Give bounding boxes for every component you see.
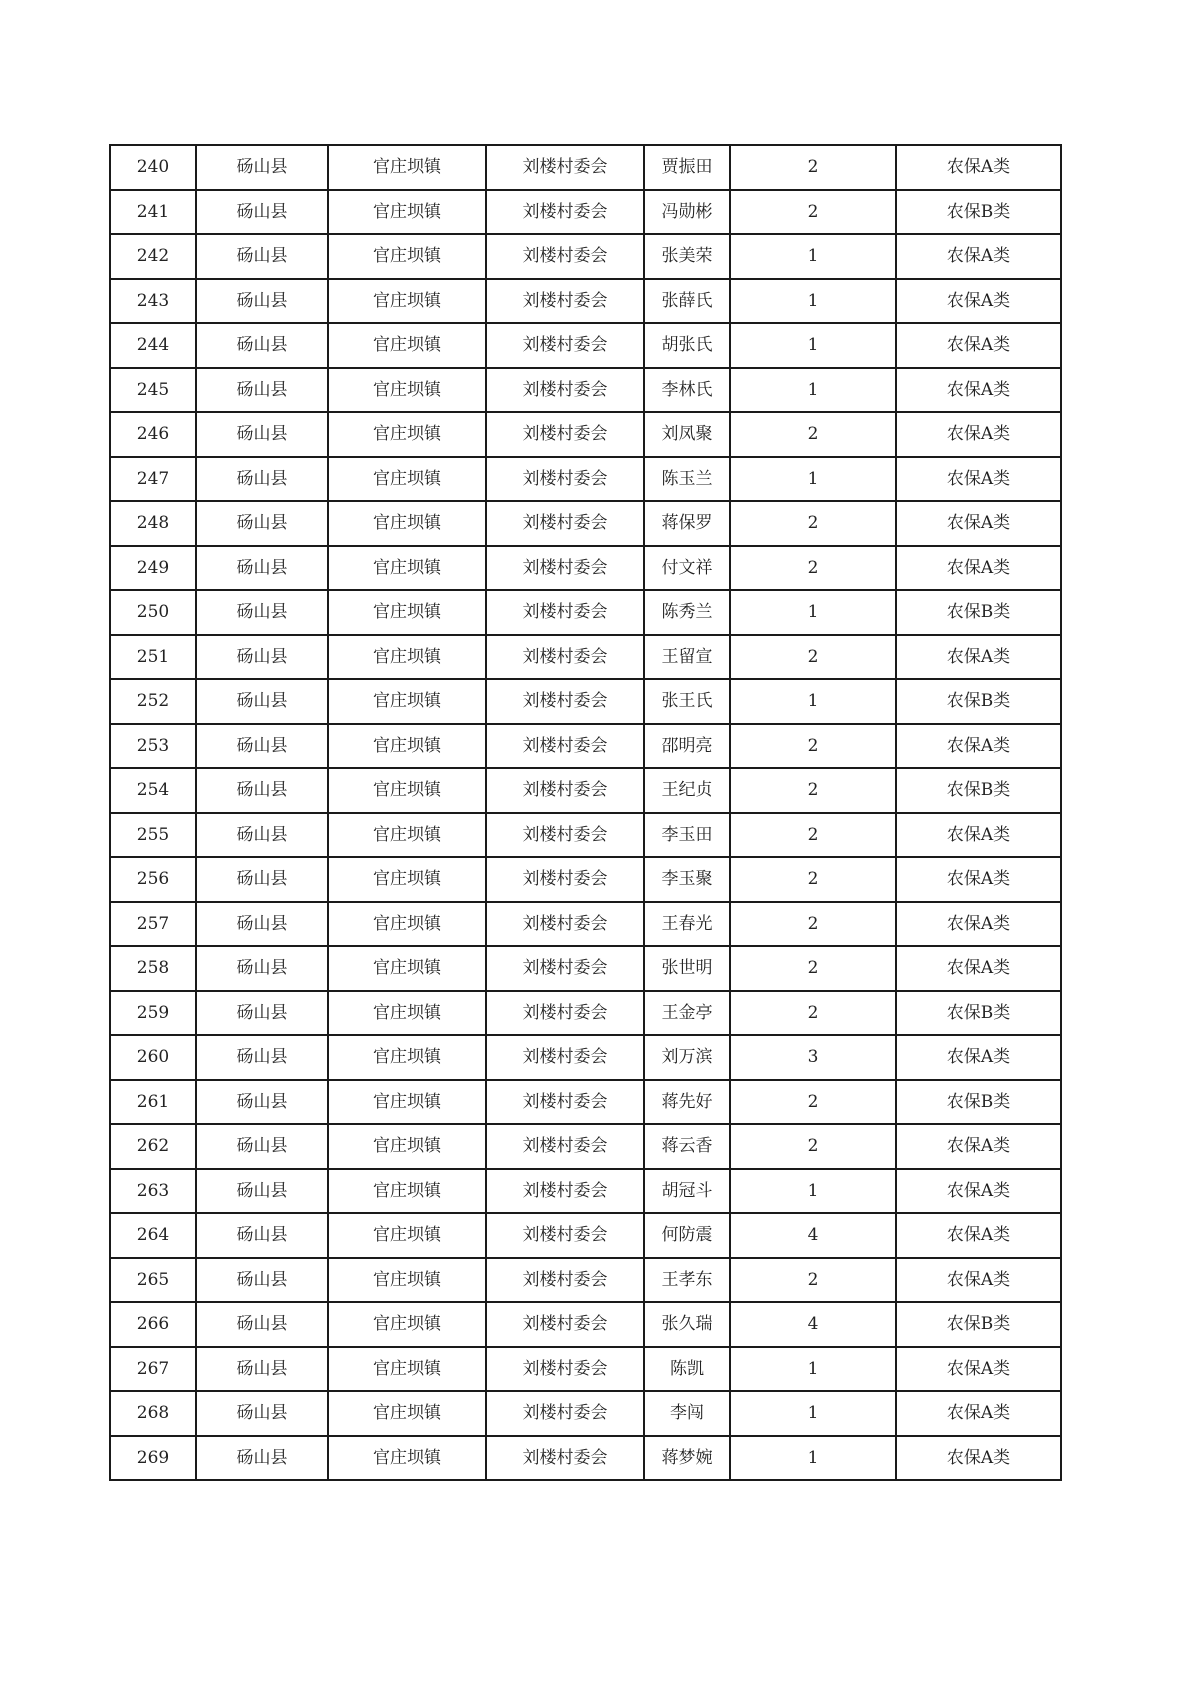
village-committee-cell: 刘楼村委会 (486, 190, 644, 235)
town-cell: 官庄坝镇 (328, 323, 486, 368)
insurance-type-cell: 农保B类 (896, 1080, 1061, 1125)
table-row (110, 946, 1061, 991)
county-cell: 砀山县 (196, 546, 328, 591)
table-row (110, 590, 1061, 635)
town-cell: 官庄坝镇 (328, 635, 486, 680)
insurance-type-cell: 农保B类 (896, 1302, 1061, 1347)
household-count-cell: 2 (730, 902, 896, 947)
row-number-cell: 249 (110, 546, 196, 591)
person-name-cell: 蒋云香 (644, 1124, 730, 1169)
town-cell: 官庄坝镇 (328, 501, 486, 546)
household-count-cell: 2 (730, 546, 896, 591)
town-cell: 官庄坝镇 (328, 724, 486, 769)
village-committee-cell: 刘楼村委会 (486, 1213, 644, 1258)
village-committee-cell: 刘楼村委会 (486, 1124, 644, 1169)
town-cell: 官庄坝镇 (328, 1213, 486, 1258)
village-committee-cell: 刘楼村委会 (486, 546, 644, 591)
county-cell: 砀山县 (196, 1213, 328, 1258)
county-cell: 砀山县 (196, 279, 328, 324)
row-number-cell: 250 (110, 590, 196, 635)
village-committee-cell: 刘楼村委会 (486, 590, 644, 635)
table-row (110, 279, 1061, 324)
insurance-type-cell: 农保A类 (896, 412, 1061, 457)
table-row (110, 1347, 1061, 1392)
village-committee-cell: 刘楼村委会 (486, 1302, 644, 1347)
village-committee-cell: 刘楼村委会 (486, 679, 644, 724)
county-cell: 砀山县 (196, 902, 328, 947)
county-cell: 砀山县 (196, 323, 328, 368)
village-committee-cell: 刘楼村委会 (486, 724, 644, 769)
village-committee-cell: 刘楼村委会 (486, 902, 644, 947)
table-row (110, 902, 1061, 947)
town-cell: 官庄坝镇 (328, 279, 486, 324)
table-row (110, 857, 1061, 902)
household-count-cell: 1 (730, 279, 896, 324)
household-count-cell: 1 (730, 1391, 896, 1436)
person-name-cell: 张美荣 (644, 234, 730, 279)
row-number-cell: 265 (110, 1258, 196, 1303)
person-name-cell: 邵明亮 (644, 724, 730, 769)
table-row (110, 768, 1061, 813)
village-committee-cell: 刘楼村委会 (486, 1035, 644, 1080)
household-count-cell: 2 (730, 190, 896, 235)
person-name-cell: 张世明 (644, 946, 730, 991)
village-committee-cell: 刘楼村委会 (486, 1258, 644, 1303)
county-cell: 砀山县 (196, 1436, 328, 1481)
town-cell: 官庄坝镇 (328, 368, 486, 413)
person-name-cell: 王留宣 (644, 635, 730, 680)
insurance-type-cell: 农保A类 (896, 1124, 1061, 1169)
row-number-cell: 254 (110, 768, 196, 813)
insurance-type-cell: 农保A类 (896, 1169, 1061, 1214)
county-cell: 砀山县 (196, 1302, 328, 1347)
county-cell: 砀山县 (196, 1347, 328, 1392)
roster-table (109, 144, 1062, 1481)
county-cell: 砀山县 (196, 768, 328, 813)
insurance-type-cell: 农保A类 (896, 1258, 1061, 1303)
roster-table-body (110, 145, 1061, 1480)
insurance-type-cell: 农保A类 (896, 635, 1061, 680)
village-committee-cell: 刘楼村委会 (486, 501, 644, 546)
insurance-type-cell: 农保A类 (896, 546, 1061, 591)
row-number-cell: 246 (110, 412, 196, 457)
household-count-cell: 2 (730, 857, 896, 902)
person-name-cell: 冯勋彬 (644, 190, 730, 235)
row-number-cell: 263 (110, 1169, 196, 1214)
household-count-cell: 2 (730, 1124, 896, 1169)
town-cell: 官庄坝镇 (328, 902, 486, 947)
insurance-type-cell: 农保B类 (896, 991, 1061, 1036)
town-cell: 官庄坝镇 (328, 1391, 486, 1436)
row-number-cell: 248 (110, 501, 196, 546)
person-name-cell: 蒋梦婉 (644, 1436, 730, 1481)
village-committee-cell: 刘楼村委会 (486, 1169, 644, 1214)
table-row (110, 368, 1061, 413)
county-cell: 砀山县 (196, 813, 328, 858)
table-row (110, 724, 1061, 769)
row-number-cell: 267 (110, 1347, 196, 1392)
village-committee-cell: 刘楼村委会 (486, 1080, 644, 1125)
village-committee-cell: 刘楼村委会 (486, 368, 644, 413)
household-count-cell: 2 (730, 813, 896, 858)
town-cell: 官庄坝镇 (328, 190, 486, 235)
village-committee-cell: 刘楼村委会 (486, 145, 644, 190)
household-count-cell: 1 (730, 1347, 896, 1392)
insurance-type-cell: 农保A类 (896, 902, 1061, 947)
insurance-type-cell: 农保B类 (896, 590, 1061, 635)
insurance-type-cell: 农保A类 (896, 234, 1061, 279)
village-committee-cell: 刘楼村委会 (486, 234, 644, 279)
town-cell: 官庄坝镇 (328, 1080, 486, 1125)
row-number-cell: 262 (110, 1124, 196, 1169)
household-count-cell: 1 (730, 1436, 896, 1481)
row-number-cell: 260 (110, 1035, 196, 1080)
person-name-cell: 王春光 (644, 902, 730, 947)
household-count-cell: 1 (730, 679, 896, 724)
table-row (110, 234, 1061, 279)
village-committee-cell: 刘楼村委会 (486, 1347, 644, 1392)
town-cell: 官庄坝镇 (328, 1035, 486, 1080)
row-number-cell: 264 (110, 1213, 196, 1258)
town-cell: 官庄坝镇 (328, 1258, 486, 1303)
village-committee-cell: 刘楼村委会 (486, 635, 644, 680)
person-name-cell: 王纪贞 (644, 768, 730, 813)
row-number-cell: 261 (110, 1080, 196, 1125)
household-count-cell: 1 (730, 457, 896, 502)
insurance-type-cell: 农保B类 (896, 190, 1061, 235)
household-count-cell: 4 (730, 1213, 896, 1258)
county-cell: 砀山县 (196, 1080, 328, 1125)
household-count-cell: 4 (730, 1302, 896, 1347)
town-cell: 官庄坝镇 (328, 1302, 486, 1347)
town-cell: 官庄坝镇 (328, 946, 486, 991)
row-number-cell: 269 (110, 1436, 196, 1481)
row-number-cell: 268 (110, 1391, 196, 1436)
person-name-cell: 蒋保罗 (644, 501, 730, 546)
row-number-cell: 240 (110, 145, 196, 190)
village-committee-cell: 刘楼村委会 (486, 991, 644, 1036)
person-name-cell: 刘凤聚 (644, 412, 730, 457)
insurance-type-cell: 农保B类 (896, 679, 1061, 724)
table-row (110, 412, 1061, 457)
county-cell: 砀山县 (196, 1169, 328, 1214)
row-number-cell: 266 (110, 1302, 196, 1347)
insurance-type-cell: 农保A类 (896, 457, 1061, 502)
county-cell: 砀山县 (196, 412, 328, 457)
row-number-cell: 257 (110, 902, 196, 947)
county-cell: 砀山县 (196, 457, 328, 502)
row-number-cell: 245 (110, 368, 196, 413)
table-row (110, 991, 1061, 1036)
row-number-cell: 252 (110, 679, 196, 724)
town-cell: 官庄坝镇 (328, 679, 486, 724)
insurance-type-cell: 农保A类 (896, 323, 1061, 368)
person-name-cell: 蒋先好 (644, 1080, 730, 1125)
town-cell: 官庄坝镇 (328, 457, 486, 502)
row-number-cell: 243 (110, 279, 196, 324)
household-count-cell: 2 (730, 768, 896, 813)
village-committee-cell: 刘楼村委会 (486, 768, 644, 813)
town-cell: 官庄坝镇 (328, 1169, 486, 1214)
row-number-cell: 241 (110, 190, 196, 235)
insurance-type-cell: 农保A类 (896, 813, 1061, 858)
county-cell: 砀山县 (196, 1124, 328, 1169)
household-count-cell: 1 (730, 1169, 896, 1214)
county-cell: 砀山县 (196, 145, 328, 190)
person-name-cell: 贾振田 (644, 145, 730, 190)
insurance-type-cell: 农保A类 (896, 1347, 1061, 1392)
household-count-cell: 2 (730, 724, 896, 769)
village-committee-cell: 刘楼村委会 (486, 946, 644, 991)
insurance-type-cell: 农保A类 (896, 501, 1061, 546)
village-committee-cell: 刘楼村委会 (486, 857, 644, 902)
table-row (110, 1258, 1061, 1303)
insurance-type-cell: 农保A类 (896, 368, 1061, 413)
town-cell: 官庄坝镇 (328, 991, 486, 1036)
town-cell: 官庄坝镇 (328, 1436, 486, 1481)
village-committee-cell: 刘楼村委会 (486, 813, 644, 858)
person-name-cell: 李玉田 (644, 813, 730, 858)
village-committee-cell: 刘楼村委会 (486, 1436, 644, 1481)
town-cell: 官庄坝镇 (328, 546, 486, 591)
table-row (110, 679, 1061, 724)
table-row (110, 1080, 1061, 1125)
person-name-cell: 张薛氏 (644, 279, 730, 324)
person-name-cell: 陈秀兰 (644, 590, 730, 635)
insurance-type-cell: 农保A类 (896, 946, 1061, 991)
table-row (110, 145, 1061, 190)
table-row (110, 501, 1061, 546)
town-cell: 官庄坝镇 (328, 145, 486, 190)
person-name-cell: 陈玉兰 (644, 457, 730, 502)
county-cell: 砀山县 (196, 590, 328, 635)
table-row (110, 1124, 1061, 1169)
household-count-cell: 2 (730, 501, 896, 546)
household-count-cell: 1 (730, 368, 896, 413)
insurance-type-cell: 农保A类 (896, 1391, 1061, 1436)
person-name-cell: 张久瑞 (644, 1302, 730, 1347)
person-name-cell: 王孝东 (644, 1258, 730, 1303)
county-cell: 砀山县 (196, 679, 328, 724)
household-count-cell: 1 (730, 590, 896, 635)
town-cell: 官庄坝镇 (328, 234, 486, 279)
county-cell: 砀山县 (196, 724, 328, 769)
table-row (110, 190, 1061, 235)
table-row (110, 1391, 1061, 1436)
town-cell: 官庄坝镇 (328, 857, 486, 902)
household-count-cell: 2 (730, 1080, 896, 1125)
table-row (110, 1436, 1061, 1481)
household-count-cell: 3 (730, 1035, 896, 1080)
county-cell: 砀山县 (196, 368, 328, 413)
county-cell: 砀山县 (196, 946, 328, 991)
person-name-cell: 刘万滨 (644, 1035, 730, 1080)
table-row (110, 635, 1061, 680)
insurance-type-cell: 农保A类 (896, 1436, 1061, 1481)
town-cell: 官庄坝镇 (328, 1347, 486, 1392)
household-count-cell: 2 (730, 946, 896, 991)
county-cell: 砀山县 (196, 635, 328, 680)
village-committee-cell: 刘楼村委会 (486, 323, 644, 368)
insurance-type-cell: 农保A类 (896, 1213, 1061, 1258)
person-name-cell: 陈凯 (644, 1347, 730, 1392)
insurance-type-cell: 农保A类 (896, 145, 1061, 190)
person-name-cell: 李林氏 (644, 368, 730, 413)
person-name-cell: 王金亭 (644, 991, 730, 1036)
row-number-cell: 247 (110, 457, 196, 502)
person-name-cell: 何防震 (644, 1213, 730, 1258)
county-cell: 砀山县 (196, 234, 328, 279)
person-name-cell: 胡张氏 (644, 323, 730, 368)
table-row (110, 1213, 1061, 1258)
person-name-cell: 张王氏 (644, 679, 730, 724)
row-number-cell: 242 (110, 234, 196, 279)
row-number-cell: 253 (110, 724, 196, 769)
row-number-cell: 258 (110, 946, 196, 991)
county-cell: 砀山县 (196, 1035, 328, 1080)
household-count-cell: 2 (730, 145, 896, 190)
household-count-cell: 2 (730, 412, 896, 457)
household-count-cell: 1 (730, 323, 896, 368)
insurance-type-cell: 农保A类 (896, 724, 1061, 769)
household-count-cell: 2 (730, 635, 896, 680)
county-cell: 砀山县 (196, 1258, 328, 1303)
insurance-type-cell: 农保A类 (896, 857, 1061, 902)
person-name-cell: 李玉聚 (644, 857, 730, 902)
table-row (110, 457, 1061, 502)
town-cell: 官庄坝镇 (328, 412, 486, 457)
row-number-cell: 256 (110, 857, 196, 902)
county-cell: 砀山县 (196, 857, 328, 902)
row-number-cell: 244 (110, 323, 196, 368)
town-cell: 官庄坝镇 (328, 1124, 486, 1169)
insurance-type-cell: 农保A类 (896, 279, 1061, 324)
village-committee-cell: 刘楼村委会 (486, 457, 644, 502)
county-cell: 砀山县 (196, 190, 328, 235)
town-cell: 官庄坝镇 (328, 590, 486, 635)
household-count-cell: 2 (730, 1258, 896, 1303)
county-cell: 砀山县 (196, 991, 328, 1036)
insurance-type-cell: 农保B类 (896, 768, 1061, 813)
town-cell: 官庄坝镇 (328, 813, 486, 858)
person-name-cell: 胡冠斗 (644, 1169, 730, 1214)
table-row (110, 546, 1061, 591)
village-committee-cell: 刘楼村委会 (486, 279, 644, 324)
table-row (110, 1035, 1061, 1080)
county-cell: 砀山县 (196, 1391, 328, 1436)
insurance-type-cell: 农保A类 (896, 1035, 1061, 1080)
row-number-cell: 255 (110, 813, 196, 858)
table-row (110, 1302, 1061, 1347)
household-count-cell: 2 (730, 991, 896, 1036)
village-committee-cell: 刘楼村委会 (486, 412, 644, 457)
household-count-cell: 1 (730, 234, 896, 279)
county-cell: 砀山县 (196, 501, 328, 546)
person-name-cell: 付文祥 (644, 546, 730, 591)
row-number-cell: 259 (110, 991, 196, 1036)
table-row (110, 813, 1061, 858)
town-cell: 官庄坝镇 (328, 768, 486, 813)
table-row (110, 323, 1061, 368)
village-committee-cell: 刘楼村委会 (486, 1391, 644, 1436)
row-number-cell: 251 (110, 635, 196, 680)
person-name-cell: 李闯 (644, 1391, 730, 1436)
table-row (110, 1169, 1061, 1214)
